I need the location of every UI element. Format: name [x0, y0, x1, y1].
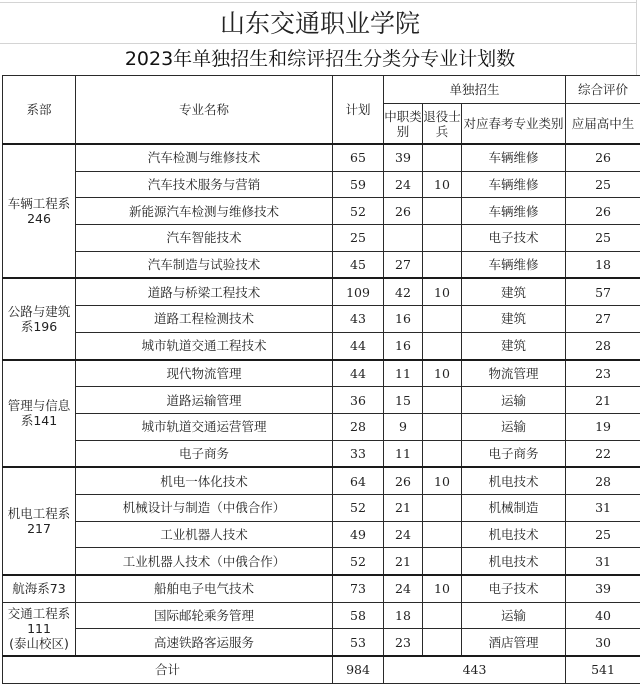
- veteran-cell: [423, 602, 462, 629]
- high-school-cell: 22: [566, 440, 640, 467]
- table-row: [3, 171, 640, 198]
- table-row: [3, 387, 640, 414]
- category-cell: 建筑: [462, 306, 566, 333]
- school-title: 山东交通职业学院: [0, 5, 640, 43]
- major-cell: 国际邮轮乘务管理: [76, 602, 333, 629]
- plan-cell: 25: [333, 225, 384, 252]
- total-label: 合计: [3, 656, 333, 683]
- table-row: [3, 494, 640, 521]
- vocational-cell: 27: [384, 251, 423, 278]
- veteran-cell: [423, 225, 462, 252]
- plan-cell: 52: [333, 548, 384, 575]
- plan-cell: 64: [333, 467, 384, 494]
- plan-cell: 28: [333, 413, 384, 440]
- veteran-cell: [423, 629, 462, 656]
- dept-cell: [3, 278, 76, 359]
- vocational-cell: 39: [384, 144, 423, 171]
- dept-count: 111: [3, 621, 75, 636]
- vocational-cell: 9: [384, 413, 423, 440]
- dept-count: 系196: [3, 319, 75, 334]
- high-school-cell: 30: [566, 629, 640, 656]
- dept-name: 交通工程系: [3, 606, 75, 621]
- table-row: [3, 413, 640, 440]
- category-cell: 建筑: [462, 332, 566, 359]
- category-cell: 运输: [462, 413, 566, 440]
- dept-cell: [3, 144, 76, 278]
- dept-count: 246: [3, 211, 75, 226]
- category-cell: 机械制造: [462, 494, 566, 521]
- table-row: [3, 251, 640, 278]
- veteran-cell: [423, 548, 462, 575]
- table-row: [3, 575, 640, 602]
- header-row-1: [3, 76, 640, 104]
- veteran-cell: [423, 251, 462, 278]
- major-cell: 道路与桥梁工程技术: [76, 278, 333, 305]
- category-cell: 机电技术: [462, 521, 566, 548]
- vocational-cell: 16: [384, 306, 423, 333]
- dept-campus: (泰山校区): [3, 636, 75, 651]
- dept-name: 航海系73: [3, 581, 75, 596]
- veteran-cell: [423, 440, 462, 467]
- vocational-cell: 24: [384, 521, 423, 548]
- vocational-cell: 16: [384, 332, 423, 359]
- dept-name: 公路与建筑: [3, 304, 75, 319]
- vocational-cell: 26: [384, 198, 423, 225]
- header-dept: 系部: [3, 76, 76, 145]
- header-major: 专业名称: [76, 76, 333, 145]
- header-single-enrollment: 单独招生: [384, 76, 566, 104]
- veteran-cell: [423, 521, 462, 548]
- header-high-school: 应届高中生: [566, 104, 640, 145]
- table-row: [3, 360, 640, 387]
- table-row: [3, 198, 640, 225]
- category-cell: 车辆维修: [462, 251, 566, 278]
- category-cell: 车辆维修: [462, 144, 566, 171]
- category-cell: 机电技术: [462, 548, 566, 575]
- veteran-cell: [423, 413, 462, 440]
- dept-name: 机电工程系: [3, 506, 75, 521]
- veteran-cell: [423, 144, 462, 171]
- veteran-cell: [423, 387, 462, 414]
- veteran-cell: 10: [423, 171, 462, 198]
- veteran-cell: [423, 332, 462, 359]
- high-school-cell: 21: [566, 387, 640, 414]
- high-school-cell: 57: [566, 278, 640, 305]
- vocational-cell: 11: [384, 440, 423, 467]
- table-row: [3, 306, 640, 333]
- table-row: [3, 467, 640, 494]
- veteran-cell: 10: [423, 575, 462, 602]
- category-cell: 电子技术: [462, 575, 566, 602]
- veteran-cell: [423, 494, 462, 521]
- high-school-cell: 19: [566, 413, 640, 440]
- high-school-cell: 28: [566, 332, 640, 359]
- major-cell: 汽车制造与试验技术: [76, 251, 333, 278]
- category-cell: 运输: [462, 602, 566, 629]
- major-cell: 汽车技术服务与营销: [76, 171, 333, 198]
- category-cell: 车辆维修: [462, 198, 566, 225]
- plan-title: 2023年单独招生和综评招生分类分专业计划数: [0, 44, 640, 74]
- category-cell: 机电技术: [462, 467, 566, 494]
- plan-cell: 52: [333, 198, 384, 225]
- major-cell: 城市轨道交通运营管理: [76, 413, 333, 440]
- high-school-cell: 27: [566, 306, 640, 333]
- plan-cell: 49: [333, 521, 384, 548]
- vocational-cell: 24: [384, 171, 423, 198]
- veteran-cell: [423, 306, 462, 333]
- dept-name: 车辆工程系: [3, 196, 75, 211]
- dept-cell: [3, 575, 76, 602]
- high-school-cell: 23: [566, 360, 640, 387]
- category-cell: 酒店管理: [462, 629, 566, 656]
- table-row: [3, 548, 640, 575]
- dept-name: 管理与信息: [3, 398, 75, 413]
- gridline: [0, 2, 637, 3]
- header-veteran: 退役士兵: [423, 104, 462, 145]
- table-row: [3, 278, 640, 305]
- total-comprehensive: 541: [566, 656, 640, 683]
- header-spring-category: 对应春考专业类别: [462, 104, 566, 145]
- vocational-cell: 11: [384, 360, 423, 387]
- plan-cell: 73: [333, 575, 384, 602]
- category-cell: 电子商务: [462, 440, 566, 467]
- category-cell: 车辆维修: [462, 171, 566, 198]
- major-cell: 工业机器人技术: [76, 521, 333, 548]
- total-row: [3, 656, 640, 683]
- high-school-cell: 31: [566, 548, 640, 575]
- enrollment-plan-table: [2, 75, 640, 684]
- dept-cell: [3, 467, 76, 575]
- plan-cell: 53: [333, 629, 384, 656]
- major-cell: 高速铁路客运服务: [76, 629, 333, 656]
- major-cell: 工业机器人技术（中俄合作）: [76, 548, 333, 575]
- table-row: [3, 332, 640, 359]
- vocational-cell: 18: [384, 602, 423, 629]
- table-row: [3, 521, 640, 548]
- major-cell: 新能源汽车检测与维修技术: [76, 198, 333, 225]
- category-cell: 运输: [462, 387, 566, 414]
- dept-cell: [3, 602, 76, 656]
- header-comprehensive: 综合评价: [566, 76, 640, 104]
- plan-cell: 33: [333, 440, 384, 467]
- high-school-cell: 31: [566, 494, 640, 521]
- vocational-cell: 23: [384, 629, 423, 656]
- dept-cell: [3, 360, 76, 468]
- high-school-cell: 28: [566, 467, 640, 494]
- high-school-cell: 25: [566, 171, 640, 198]
- high-school-cell: 26: [566, 198, 640, 225]
- major-cell: 现代物流管理: [76, 360, 333, 387]
- title-area: [0, 0, 640, 75]
- high-school-cell: 18: [566, 251, 640, 278]
- plan-cell: 44: [333, 360, 384, 387]
- dept-count: 系141: [3, 413, 75, 428]
- major-cell: 城市轨道交通工程技术: [76, 332, 333, 359]
- major-cell: 船舶电子电气技术: [76, 575, 333, 602]
- category-cell: 电子技术: [462, 225, 566, 252]
- high-school-cell: 39: [566, 575, 640, 602]
- total-plan: 984: [333, 656, 384, 683]
- high-school-cell: 26: [566, 144, 640, 171]
- veteran-cell: 10: [423, 467, 462, 494]
- vocational-cell: 21: [384, 494, 423, 521]
- major-cell: 道路运输管理: [76, 387, 333, 414]
- header-plan: 计划: [333, 76, 384, 145]
- vocational-cell: [384, 225, 423, 252]
- major-cell: 道路工程检测技术: [76, 306, 333, 333]
- high-school-cell: 25: [566, 225, 640, 252]
- major-cell: 汽车智能技术: [76, 225, 333, 252]
- total-single: 443: [384, 656, 566, 683]
- plan-cell: 36: [333, 387, 384, 414]
- major-cell: 机电一体化技术: [76, 467, 333, 494]
- table-row: [3, 602, 640, 629]
- veteran-cell: [423, 198, 462, 225]
- category-cell: 物流管理: [462, 360, 566, 387]
- plan-cell: 65: [333, 144, 384, 171]
- vocational-cell: 15: [384, 387, 423, 414]
- major-cell: 电子商务: [76, 440, 333, 467]
- table-row: [3, 225, 640, 252]
- plan-cell: 59: [333, 171, 384, 198]
- category-cell: 建筑: [462, 278, 566, 305]
- major-cell: 机械设计与制造（中俄合作）: [76, 494, 333, 521]
- veteran-cell: 10: [423, 278, 462, 305]
- table-row: [3, 144, 640, 171]
- dept-count: 217: [3, 521, 75, 536]
- plan-cell: 109: [333, 278, 384, 305]
- veteran-cell: 10: [423, 360, 462, 387]
- plan-cell: 58: [333, 602, 384, 629]
- plan-cell: 44: [333, 332, 384, 359]
- header-vocational: 中职类别: [384, 104, 423, 145]
- table-row: [3, 440, 640, 467]
- table-row: [3, 629, 640, 656]
- plan-cell: 52: [333, 494, 384, 521]
- vocational-cell: 42: [384, 278, 423, 305]
- vocational-cell: 21: [384, 548, 423, 575]
- major-cell: 汽车检测与维修技术: [76, 144, 333, 171]
- vocational-cell: 26: [384, 467, 423, 494]
- high-school-cell: 40: [566, 602, 640, 629]
- high-school-cell: 25: [566, 521, 640, 548]
- plan-cell: 43: [333, 306, 384, 333]
- plan-cell: 45: [333, 251, 384, 278]
- vocational-cell: 24: [384, 575, 423, 602]
